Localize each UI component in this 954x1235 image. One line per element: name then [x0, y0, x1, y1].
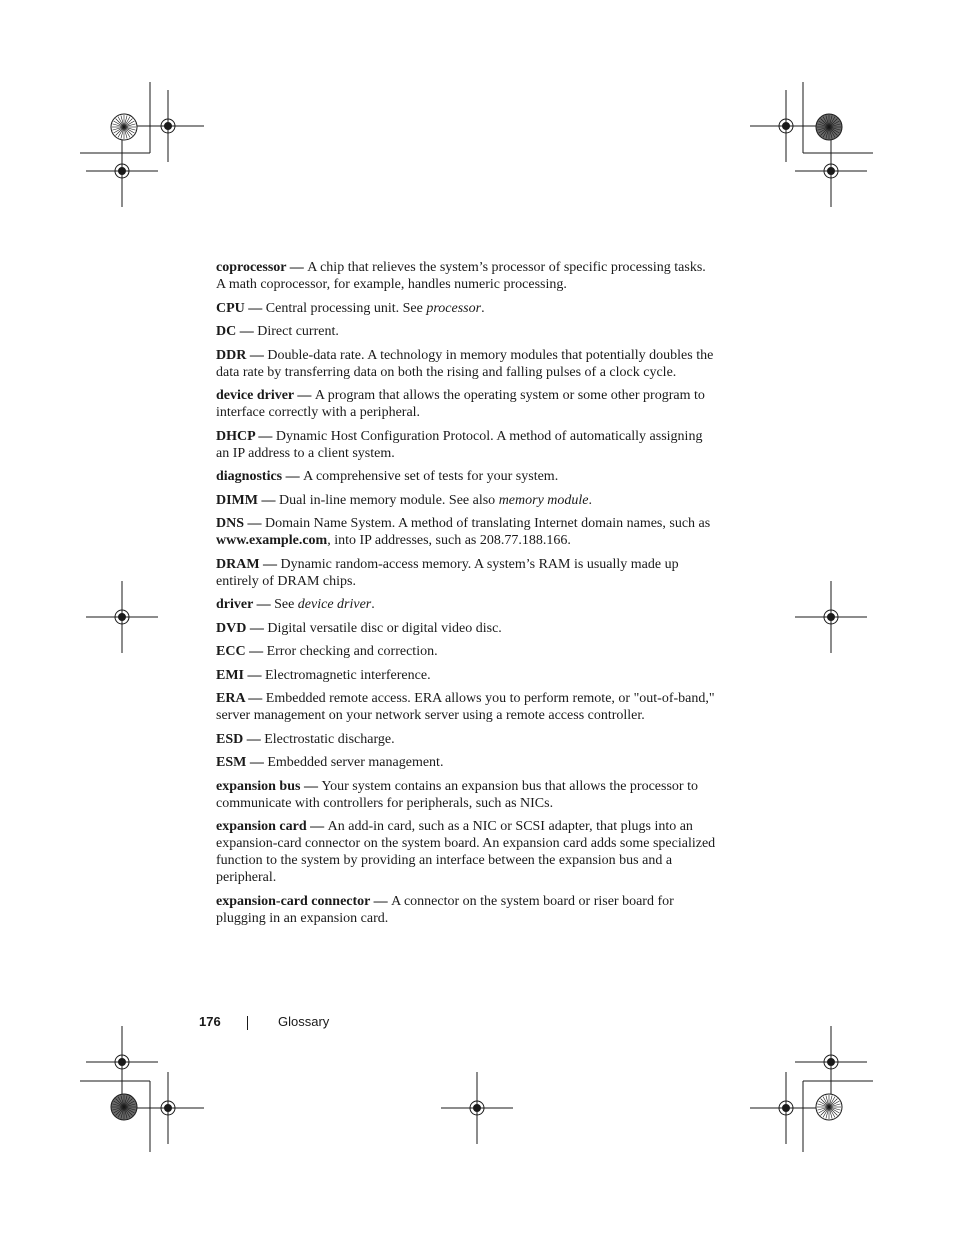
registration-ray	[819, 1107, 829, 1113]
crosshair-ring	[470, 1101, 484, 1115]
definition-text: Domain Name System. A method of translating Internet domain names, such as	[265, 516, 711, 531]
definition-text: Central processing unit. See	[265, 300, 427, 316]
term-separator: —	[246, 620, 268, 636]
term-separator: —	[370, 893, 392, 909]
glossary-term: ERA	[216, 691, 245, 706]
registration-ray	[114, 127, 124, 133]
registration-ray	[829, 127, 837, 135]
glossary-entry	[216, 643, 716, 660]
definition-text: Embedded server management.	[267, 755, 444, 770]
glossary-entry	[216, 300, 716, 317]
definition-text: .	[481, 300, 485, 316]
registration-ray	[121, 1095, 124, 1107]
registration-ray	[829, 1107, 839, 1113]
glossary-entry	[216, 754, 716, 771]
registration-ray	[829, 121, 839, 127]
glossary-entry	[216, 347, 716, 381]
term-separator: —	[258, 492, 279, 508]
registration-ray	[121, 1107, 124, 1119]
registration-ray	[118, 1107, 124, 1117]
registration-target	[816, 114, 842, 140]
term-separator: —	[246, 347, 268, 363]
bold-text: www.example.com	[216, 533, 328, 548]
crosshair-dot	[783, 1105, 790, 1112]
registration-ray	[829, 1107, 832, 1119]
definition-text: .	[371, 597, 375, 612]
glossary-entry	[216, 556, 716, 590]
term-separator: —	[246, 755, 268, 770]
registration-ray	[821, 1107, 829, 1115]
glossary-term: coprocessor	[216, 260, 287, 275]
registration-ray	[116, 127, 124, 135]
registration-ray	[821, 1099, 829, 1107]
registration-ray	[826, 1107, 829, 1119]
term-separator: —	[254, 428, 276, 444]
crosshair-ring	[824, 164, 838, 178]
definition-text: Digital versatile disc or digital video disc.	[267, 620, 502, 636]
glossary-term: CPU	[216, 300, 245, 316]
registration-ray	[829, 117, 835, 127]
crosshair-dot	[119, 168, 126, 175]
crosshair-ring	[161, 119, 175, 133]
registration-ray	[118, 117, 124, 127]
registration-ray	[114, 1107, 124, 1113]
registration-ray	[819, 127, 829, 133]
registration-ray	[124, 117, 130, 127]
definition-text: .	[588, 492, 592, 508]
glossary-term: DC	[216, 324, 237, 339]
glossary-term: DDR	[216, 347, 247, 363]
definition-text: Direct current.	[257, 324, 339, 339]
crosshair-ring	[161, 1101, 175, 1115]
definition-text: An add-in card, such as a NIC or SCSI adapter, that plugs into an expansion-card connector on the system board. An expansion card adds some specialized function to the system by providing an interface between the expansion bus and a peripheral.	[216, 819, 716, 885]
glossary-term: DIMM	[216, 492, 258, 508]
glossary-entry	[216, 468, 716, 485]
registration-ray	[116, 119, 124, 127]
registration-ray	[823, 1107, 829, 1117]
glossary-entries	[216, 259, 716, 933]
glossary-term: driver	[216, 597, 254, 612]
crosshair-dot	[165, 1105, 172, 1112]
crosshair-ring	[115, 164, 129, 178]
glossary-entry	[216, 667, 716, 684]
registration-ray	[829, 127, 832, 139]
glossary-entry	[216, 690, 716, 724]
registration-ray	[121, 127, 124, 139]
crosshair-ring	[115, 1055, 129, 1069]
registration-ray	[116, 1099, 124, 1107]
registration-ray	[829, 124, 841, 127]
registration-ray	[829, 115, 832, 127]
registration-ray	[124, 1104, 136, 1107]
registration-ray	[829, 1099, 837, 1107]
term-separator: —	[245, 644, 267, 659]
registration-ray	[829, 1107, 841, 1110]
glossary-term: DRAM	[216, 556, 260, 572]
registration-ray	[829, 127, 839, 133]
registration-ray	[817, 1104, 829, 1107]
crosshair-dot	[828, 614, 835, 621]
term-separator: —	[286, 260, 308, 275]
glossary-entry	[216, 596, 716, 613]
term-separator: —	[259, 556, 281, 572]
term-separator: —	[282, 469, 304, 484]
registration-ray	[121, 115, 124, 127]
registration-ray	[817, 127, 829, 130]
crosshair-dot	[474, 1105, 481, 1112]
registration-target	[816, 1094, 842, 1120]
definition-text: A chip that relieves the system’s processor of specific processing tasks. A math coprocessor, for example, handles numeric processing.	[216, 260, 706, 292]
registration-ray	[124, 124, 136, 127]
registration-ray	[124, 1107, 127, 1119]
registration-ray	[124, 1107, 130, 1117]
definition-text: A comprehensive set of tests for your system.	[303, 469, 559, 484]
registration-ray	[823, 1097, 829, 1107]
definition-text: Electromagnetic interference.	[265, 667, 431, 683]
definition-text: Error checking and correction.	[266, 644, 438, 659]
glossary-entry	[216, 492, 716, 509]
crosshair-dot	[828, 1059, 835, 1066]
glossary-term: ESD	[216, 731, 244, 747]
glossary-term: DVD	[216, 620, 247, 636]
definition-text: Dynamic random-access memory. A system’s RAM is usually made up entirely of DRAM chips.	[216, 556, 679, 589]
term-separator: —	[244, 667, 265, 683]
page-number: 176	[199, 1014, 221, 1029]
registration-ray	[124, 127, 132, 135]
term-separator: —	[306, 819, 328, 834]
registration-ray	[821, 127, 829, 135]
crosshair-ring	[115, 610, 129, 624]
cross-reference: processor	[426, 300, 482, 316]
glossary-entry	[216, 515, 716, 549]
registration-ray	[819, 121, 829, 127]
definition-text: A program that allows the operating system or some other program to interface correctly with a peripheral.	[216, 388, 705, 420]
registration-target	[111, 114, 137, 140]
glossary-entry	[216, 778, 716, 812]
definition-text: Dual in-line memory module. See also	[279, 492, 499, 508]
registration-ray	[112, 124, 124, 127]
footer-divider	[247, 1016, 248, 1030]
registration-ray	[823, 127, 829, 137]
crosshair-dot	[119, 1059, 126, 1066]
registration-ray	[112, 1104, 124, 1107]
registration-ray	[826, 127, 829, 139]
registration-ray	[124, 127, 127, 139]
definition-text: Electrostatic discharge.	[264, 731, 395, 747]
glossary-term: DNS	[216, 516, 245, 531]
cross-reference: memory module	[498, 492, 589, 508]
glossary-entry	[216, 731, 716, 748]
registration-ray	[826, 115, 829, 127]
crosshair-dot	[828, 168, 835, 175]
glossary-entry	[216, 620, 716, 637]
crosshair-ring	[824, 610, 838, 624]
registration-ray	[829, 1107, 837, 1115]
definition-text: See	[274, 597, 298, 612]
term-separator: —	[300, 778, 322, 794]
registration-ray	[124, 119, 132, 127]
term-separator: —	[244, 300, 266, 316]
definition-text: A connector on the system board or riser board for plugging in an expansion card.	[216, 893, 674, 926]
registration-ray	[124, 1107, 136, 1110]
glossary-term: expansion card	[216, 819, 307, 834]
registration-ray	[124, 1097, 130, 1107]
footer-section-title: Glossary	[278, 1014, 330, 1029]
registration-ray	[114, 121, 124, 127]
definition-text: Embedded remote access. ERA allows you to perform remote, or "out-of-band," server management on your network server using a remote access controller.	[216, 691, 715, 723]
registration-ray	[124, 1107, 134, 1113]
registration-ray	[124, 127, 134, 133]
registration-ray	[829, 1104, 841, 1107]
crosshair-ring	[779, 119, 793, 133]
registration-ray	[118, 1097, 124, 1107]
registration-ray	[826, 1095, 829, 1107]
registration-ray	[829, 119, 837, 127]
glossary-entry	[216, 893, 716, 927]
glossary-entry	[216, 428, 716, 462]
registration-ray	[116, 1107, 124, 1115]
term-separator: —	[244, 516, 266, 531]
term-separator: —	[243, 731, 265, 747]
glossary-term: expansion-card connector	[216, 893, 371, 909]
term-separator: —	[253, 597, 275, 612]
registration-ray	[821, 119, 829, 127]
registration-ray	[829, 1095, 832, 1107]
registration-ray	[829, 1107, 835, 1117]
glossary-term: ESM	[216, 755, 247, 770]
registration-ray	[124, 115, 127, 127]
definition-text: Double-data rate. A technology in memory modules that potentially doubles the data rate by transferring data on both the rising and falling pulses of a clock cycle.	[216, 347, 714, 380]
term-separator: —	[293, 388, 315, 403]
glossary-entry	[216, 259, 716, 293]
registration-ray	[124, 1101, 134, 1107]
registration-ray	[829, 127, 835, 137]
term-separator: —	[236, 324, 258, 339]
crosshair-dot	[165, 123, 172, 130]
registration-ray	[124, 127, 136, 130]
registration-ray	[817, 124, 829, 127]
crosshair-ring	[824, 1055, 838, 1069]
registration-ray	[817, 1107, 829, 1110]
glossary-term: DHCP	[216, 428, 255, 444]
definition-text: Your system contains an expansion bus that allows the processor to communicate with controllers for peripherals, such as NICs.	[216, 778, 698, 811]
registration-ray	[829, 1097, 835, 1107]
definition-text: , into IP addresses, such as 208.77.188.166.	[327, 533, 571, 548]
registration-ray	[819, 1101, 829, 1107]
crosshair-ring	[779, 1101, 793, 1115]
registration-ray	[124, 1107, 132, 1115]
registration-ray	[124, 1099, 132, 1107]
registration-ray	[823, 117, 829, 127]
registration-ray	[112, 127, 124, 130]
crosshair-dot	[119, 614, 126, 621]
registration-ray	[829, 127, 841, 130]
glossary-term: ECC	[216, 644, 246, 659]
registration-ray	[124, 127, 130, 137]
registration-ray	[118, 127, 124, 137]
registration-ray	[112, 1107, 124, 1110]
registration-ray	[829, 1101, 839, 1107]
glossary-entry	[216, 323, 716, 340]
registration-ray	[114, 1101, 124, 1107]
glossary-term: expansion bus	[216, 778, 301, 794]
crosshair-dot	[783, 123, 790, 130]
glossary-term: diagnostics	[216, 469, 283, 484]
glossary-entry	[216, 818, 716, 886]
registration-target	[111, 1094, 137, 1120]
glossary-term: device driver	[216, 388, 294, 403]
registration-ray	[124, 1095, 127, 1107]
definition-text: Dynamic Host Configuration Protocol. A method of automatically assigning an IP address to a client system.	[216, 428, 703, 461]
registration-ray	[124, 121, 134, 127]
glossary-entry	[216, 387, 716, 421]
cross-reference: device driver	[297, 597, 372, 612]
glossary-term: EMI	[216, 667, 244, 683]
term-separator: —	[244, 691, 266, 706]
